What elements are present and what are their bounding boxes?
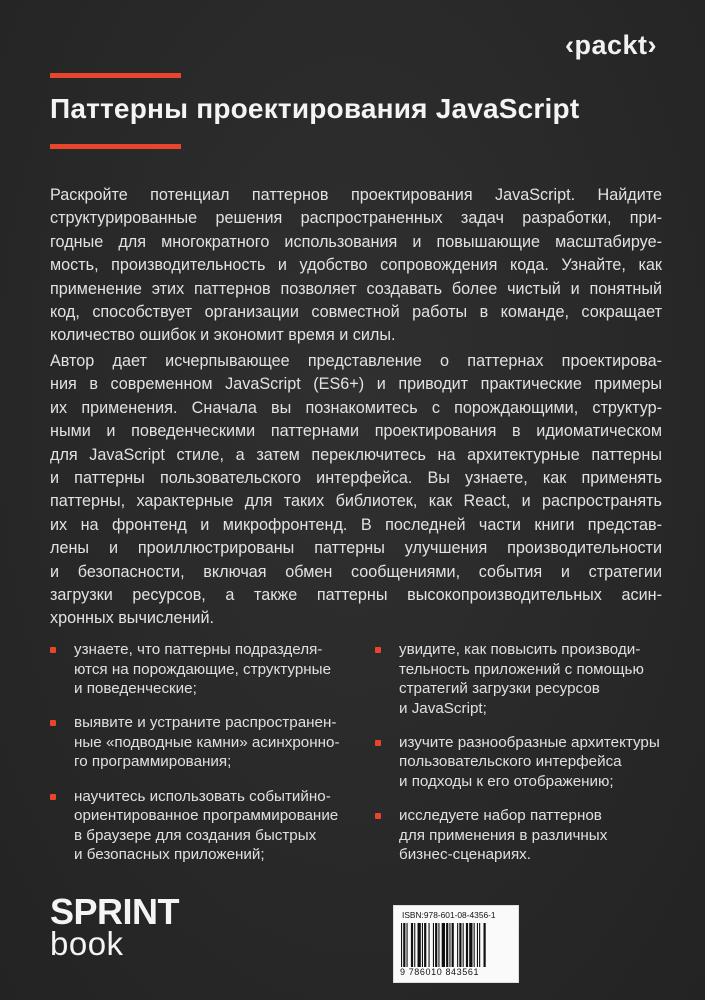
- bullet-marker-icon: [50, 647, 56, 653]
- bullet-marker-icon: [375, 740, 381, 746]
- barcode-bar: [407, 923, 408, 967]
- paragraph-line: для JavaScript стиле, а затем переключитесь на архитектурные паттерны: [50, 445, 662, 464]
- barcode-bar: [418, 923, 421, 967]
- paragraph-line: их применения. Сначала вы познакомитесь с порождающими, структур-: [50, 398, 662, 417]
- bullet-list-left: [50, 640, 350, 879]
- barcode-bar: [477, 923, 478, 967]
- barcode-bar: [449, 923, 450, 967]
- paragraph-line: хронных вычислений.: [50, 609, 214, 628]
- description-paragraph-1: [50, 184, 662, 348]
- paragraph-line: ными и поведенческими паттернами проектирования в идиоматическом: [50, 422, 662, 441]
- barcode-bar: [435, 923, 437, 967]
- bullet-line: изучите разнообразные архитектуры: [399, 733, 660, 751]
- bullet-line: в браузере для создания быстрых: [74, 826, 317, 844]
- bullet-marker-icon: [50, 794, 56, 800]
- paragraph-line: годные для многократного использования и повышающие масштабируе-: [50, 232, 662, 251]
- paragraph-line: Раскройте потенциал паттернов проектирования JavaScript. Найдите: [50, 186, 662, 204]
- title-top-rule: [50, 73, 181, 78]
- bullet-line: бизнес-сценариях.: [399, 846, 532, 864]
- paragraph-line: код, способствует организации совместной работы в команде, сокращает: [50, 303, 662, 322]
- bullet-marker-icon: [50, 720, 56, 726]
- bullet-line: научитесь использовать событийно-: [74, 787, 331, 805]
- bullet-item: [375, 806, 675, 865]
- bullet-line: и JavaScript;: [399, 699, 487, 717]
- book-title: Паттерны проектирования JavaScript: [50, 93, 580, 124]
- book-logo-word: book: [50, 925, 124, 962]
- paragraph-line: загрузки ресурсов, а также паттерны высокопроизводительных асин-: [50, 586, 662, 605]
- bullet-line: стратегий загрузки ресурсов: [399, 680, 600, 698]
- barcode-bar: [452, 923, 454, 967]
- bullet-line: и подходы к его отображению;: [399, 773, 614, 791]
- isbn-number: ISBN:978-601-08-4356-1: [402, 910, 496, 920]
- barcode-bar: [442, 923, 445, 967]
- paragraph-line: применение этих паттернов позволяет создавать более чистый и понятный: [50, 279, 662, 298]
- barcode-bar: [474, 923, 475, 967]
- bullet-item: [375, 733, 675, 792]
- barcode-digits: 9 786010 843561: [400, 967, 480, 977]
- bullet-line: выявите и устраните распространен-: [74, 714, 337, 732]
- barcode-bar: [446, 923, 448, 967]
- barcode-bar: [422, 923, 423, 967]
- bullet-line: ются на порождающие, структурные: [74, 660, 332, 678]
- paragraph-line: паттерны, характерные для таких библиотек, как React, и распространять: [50, 492, 662, 511]
- barcode-bar: [484, 923, 486, 967]
- title-bottom-rule: [50, 144, 181, 149]
- barcode-bar: [433, 923, 434, 967]
- bullet-line: и безопасных приложений;: [74, 846, 265, 864]
- bullet-item: [375, 640, 675, 718]
- paragraph-line: количество ошибок и экономит время и силы.: [50, 326, 396, 345]
- bullet-item: [50, 787, 350, 865]
- barcode-bar: [479, 923, 480, 967]
- barcode-bar: [429, 923, 430, 967]
- barcode-bar: [424, 923, 426, 967]
- paragraph-line: мость, производительность и удобство сопровождения кода. Узнайте, как: [50, 256, 662, 275]
- bullet-item: [50, 713, 350, 772]
- description-paragraph-2: [50, 350, 662, 631]
- bullet-line: исследуете набор паттернов: [399, 807, 602, 825]
- barcode-bar: [414, 923, 415, 967]
- paragraph-line: лены и проиллюстрированы паттерны улучшения производительности: [50, 539, 662, 558]
- paragraph-line: Автор дает исчерпывающее представление о паттернах проектирова-: [50, 352, 662, 370]
- paragraph-line: структурированные решения распространенных задач разработки, при-: [50, 209, 662, 228]
- barcode-bar: [459, 923, 461, 967]
- barcode-bar: [469, 923, 472, 967]
- bullet-line: узнаете, что паттерны подразделя-: [74, 641, 323, 658]
- bullet-line: увидите, как повысить производи-: [399, 641, 641, 658]
- bullet-marker-icon: [375, 647, 381, 653]
- isbn-barcode: [393, 905, 519, 983]
- barcode-bar: [403, 923, 405, 967]
- bullet-marker-icon: [375, 813, 381, 819]
- sprint-book-logo: [50, 891, 180, 962]
- sprint-logo-word: SPRINT: [50, 891, 180, 932]
- barcode-bar: [401, 923, 402, 967]
- barcode-bar: [463, 923, 464, 967]
- bullet-line: тельность приложений с помощью: [399, 660, 644, 678]
- bullet-line: и поведенческие;: [74, 680, 197, 698]
- paragraph-line: ния в современном JavaScript (ES6+) и приводит практические примеры: [50, 375, 662, 394]
- barcode-bar: [438, 923, 439, 967]
- bullet-line: ориентированное программирование: [74, 807, 339, 825]
- bullet-item: [50, 640, 350, 699]
- paragraph-line: их на фронтенд и микрофронтенд. В последней части книги представ-: [50, 515, 662, 534]
- bullet-line: ные «подводные камни» асинхронно-: [74, 733, 340, 751]
- barcode-bar: [411, 923, 413, 967]
- bullet-line: го программирования;: [74, 753, 232, 771]
- bullet-line: пользовательского интерфейса: [399, 753, 622, 771]
- paragraph-line: и безопасности, включая обмен сообщениями, события и стратегии: [50, 562, 662, 581]
- bullet-line: для применения в различных: [399, 826, 608, 844]
- barcode-bars: [401, 923, 511, 967]
- barcode-bar: [457, 923, 458, 967]
- packt-logo: ‹packt›: [564, 30, 657, 60]
- paragraph-line: и паттерны пользовательского интерфейса. Вы узнаете, как применять: [50, 469, 662, 488]
- bullet-list-right: [375, 640, 675, 879]
- barcode-bar: [466, 923, 468, 967]
